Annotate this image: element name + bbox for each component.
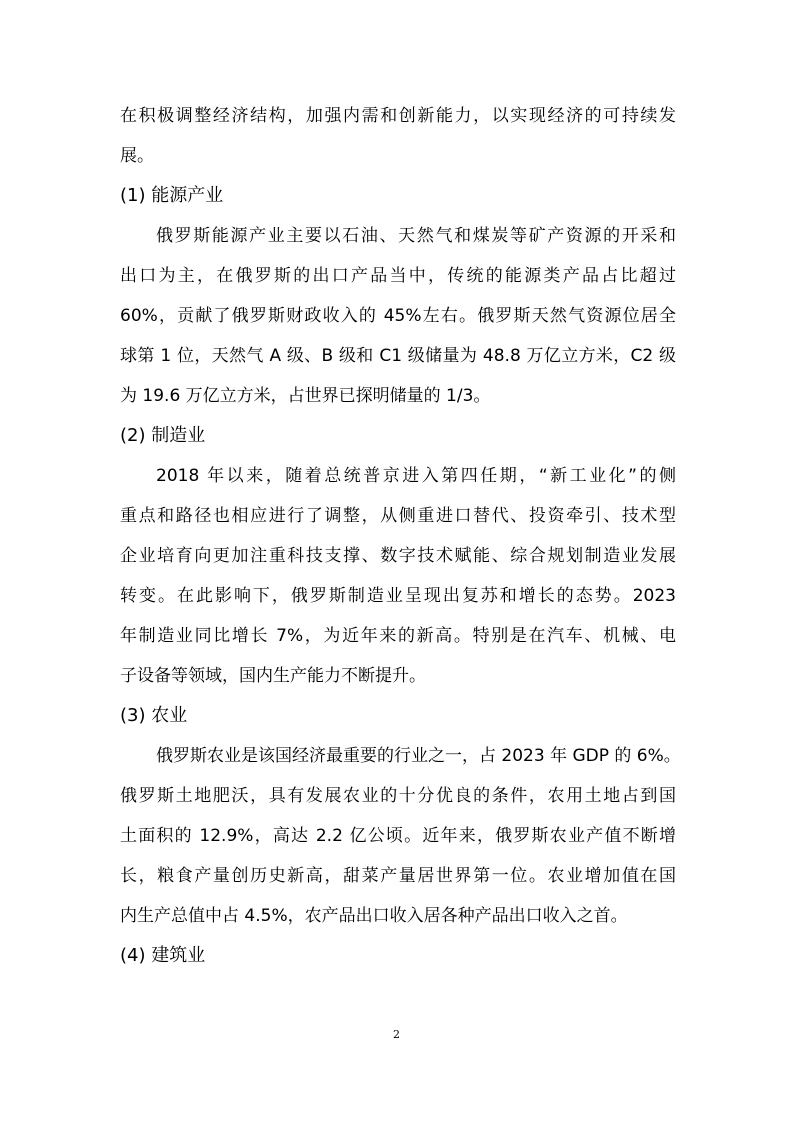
agriculture-line-5: 内生产总值中占 4.5%，农产品出口收入居各种产品出口收入之首。 <box>120 906 628 926</box>
agriculture-line-4: 长，粮食产量创历史新高，甜菜产量居世界第一位。农业增加值在国 <box>120 866 676 886</box>
intro-line-1: 在积极调整经济结构，加强内需和创新能力，以实现经济的可持续发 <box>120 106 676 126</box>
intro-paragraph <box>120 96 676 176</box>
energy-line-2: 出口为主，在俄罗斯的出口产品当中，传统的能源类产品占比超过 <box>120 266 676 286</box>
agriculture-paragraph <box>120 736 681 936</box>
manufacturing-paragraph <box>120 456 676 696</box>
section-heading-construction: (4) 建筑业 <box>120 945 206 966</box>
energy-line-4: 球第 1 位，天然气 A 级、B 级和 C1 级储量为 48.8 万亿立方米，C2 级 <box>120 346 676 366</box>
energy-line-3: 60%，贡献了俄罗斯财政收入的 45%左右。俄罗斯天然气资源位居全 <box>120 306 676 326</box>
agriculture-line-1: 俄罗斯农业是该国经济最重要的行业之一，占 2023 年 GDP 的 6%。 <box>156 746 681 766</box>
agriculture-line-2: 俄罗斯土地肥沃，具有发展农业的十分优良的条件，农用土地占到国 <box>120 786 676 806</box>
section-heading-manufacturing: (2) 制造业 <box>120 425 206 446</box>
document-body <box>120 96 681 976</box>
manufacturing-line-4: 转变。在此影响下，俄罗斯制造业呈现出复苏和增长的态势。2023 <box>120 586 676 606</box>
manufacturing-line-6: 子设备等领域，国内生产能力不断提升。 <box>120 666 426 686</box>
manufacturing-line-2: 重点和路径也相应进行了调整，从侧重进口替代、投资牵引、技术型 <box>120 506 676 526</box>
manufacturing-line-5: 年制造业同比增长 7%，为近年来的新高。特别是在汽车、机械、电 <box>120 626 676 646</box>
energy-paragraph <box>120 216 676 416</box>
energy-line-1: 俄罗斯能源产业主要以石油、天然气和煤炭等矿产资源的开采和 <box>156 226 676 246</box>
intro-line-2: 展。 <box>120 146 154 166</box>
section-heading-energy: (1) 能源产业 <box>120 185 224 206</box>
manufacturing-line-3: 企业培育向更加注重科技支撑、数字技术赋能、综合规划制造业发展 <box>120 546 676 566</box>
manufacturing-line-1: 2018 年以来，随着总统普京进入第四任期，“新工业化”的侧 <box>156 466 676 486</box>
page-number: 2 <box>393 1028 400 1041</box>
energy-line-5: 为 19.6 万亿立方米，占世界已探明储量的 1/3。 <box>120 386 491 406</box>
section-heading-agriculture: (3) 农业 <box>120 705 188 726</box>
agriculture-line-3: 土面积的 12.9%，高达 2.2 亿公顷。近年来，俄罗斯农业产值不断增 <box>120 826 676 846</box>
